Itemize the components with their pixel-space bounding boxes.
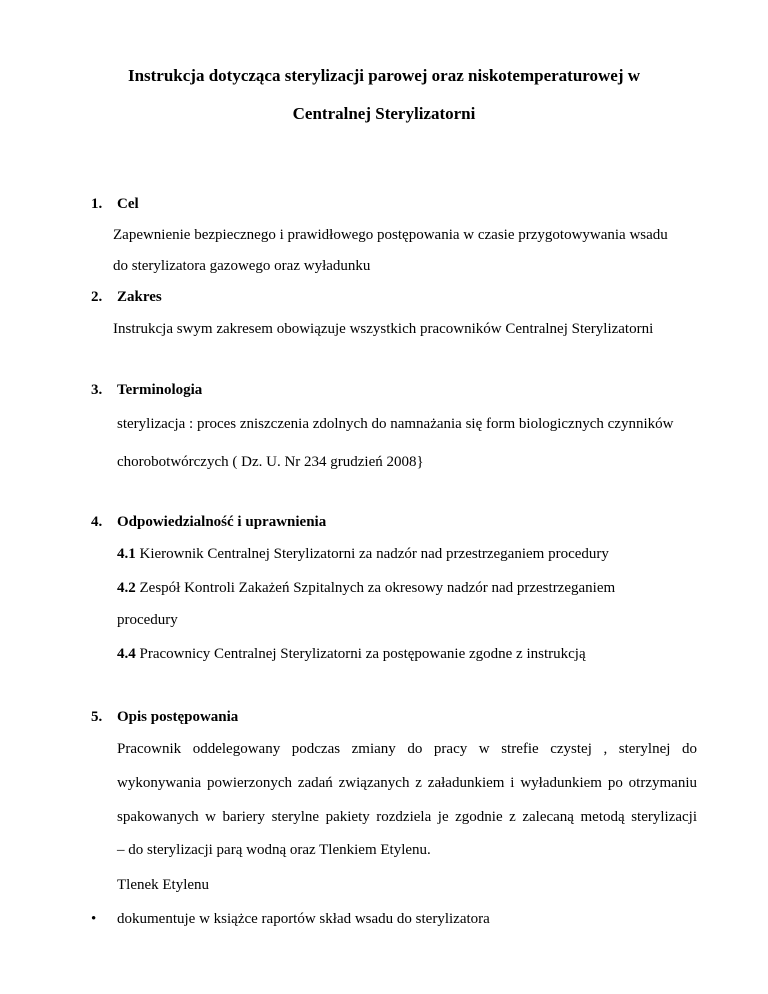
section-opis-subheading: Tlenek Etylenu xyxy=(117,877,210,893)
bullet-icon: • xyxy=(91,911,97,927)
section-title: Zakres xyxy=(117,289,162,305)
item-text: Zespół Kontroli Zakażeń Szpitalnych za okresowy nadzór nad przestrzeganiem xyxy=(135,580,616,596)
section-opis-line-2: wykonywania powierzonych zadań związanych z załadunkiem i wyładunkiem po otrzymaniu xyxy=(117,775,697,791)
section-cel-line-1: Zapewnienie bezpiecznego i prawidłowego postępowania w czasie przygotowywania wsadu xyxy=(113,227,668,243)
item-text: Pracownicy Centralnej Sterylizatorni za postępowanie zgodne z instrukcją xyxy=(135,646,586,662)
section-zakres-heading xyxy=(91,289,162,306)
section-title: Terminologia xyxy=(117,382,203,398)
responsibility-item-4-4 xyxy=(117,646,586,663)
section-number: 4. xyxy=(91,514,103,530)
section-cel-heading xyxy=(91,196,139,213)
section-opis-line-1: Pracownik oddelegowany podczas zmiany do pracy w strefie czystej , sterylnej do xyxy=(117,741,697,757)
item-number: 4.2 xyxy=(117,580,136,596)
section-title: Odpowiedzialność i uprawnienia xyxy=(117,514,327,530)
section-zakres-line-1: Instrukcja swym zakresem obowiązuje wszystkich pracowników Centralnej Sterylizatorni xyxy=(113,321,654,337)
responsibility-item-4-1 xyxy=(117,546,609,563)
section-opis-line-4: – do sterylizacji parą wodną oraz Tlenkiem Etylenu. xyxy=(117,842,431,858)
section-opis-line-3: spakowanych w bariery sterylne pakiety rozdziela je zgodnie z zalecaną metodą sterylizacji xyxy=(117,809,697,825)
section-title: Cel xyxy=(117,196,139,212)
section-terminologia-heading xyxy=(91,382,202,399)
item-number: 4.4 xyxy=(117,646,136,662)
section-number: 3. xyxy=(91,382,103,398)
section-terminologia-line-2: chorobotwórczych ( Dz. U. Nr 234 grudzień 2008} xyxy=(117,454,424,470)
item-number: 4.1 xyxy=(117,546,136,562)
responsibility-item-4-2 xyxy=(117,580,615,597)
section-title: Opis postępowania xyxy=(117,709,239,725)
section-number: 1. xyxy=(91,196,103,212)
section-odpowiedzialnosc-heading xyxy=(91,514,326,531)
document-title-line-1: Instrukcja dotycząca sterylizacji parowej oraz niskotemperaturowej w xyxy=(127,66,641,85)
section-terminologia-line-1: sterylizacja : proces zniszczenia zdolnych do namnażania się form biologicznych czynników xyxy=(117,416,674,432)
document-title-line-2: Centralnej Sterylizatorni xyxy=(292,104,476,123)
section-number: 5. xyxy=(91,709,103,725)
section-opis-heading xyxy=(91,709,238,726)
responsibility-item-4-2-continuation: procedury xyxy=(117,612,178,628)
section-number: 2. xyxy=(91,289,103,305)
bullet-text: dokumentuje w książce raportów skład wsadu do sterylizatora xyxy=(117,911,490,927)
section-cel-line-2: do sterylizatora gazowego oraz wyładunku xyxy=(113,258,371,274)
item-text: Kierownik Centralnej Sterylizatorni za nadzór nad przestrzeganiem procedury xyxy=(135,546,609,562)
